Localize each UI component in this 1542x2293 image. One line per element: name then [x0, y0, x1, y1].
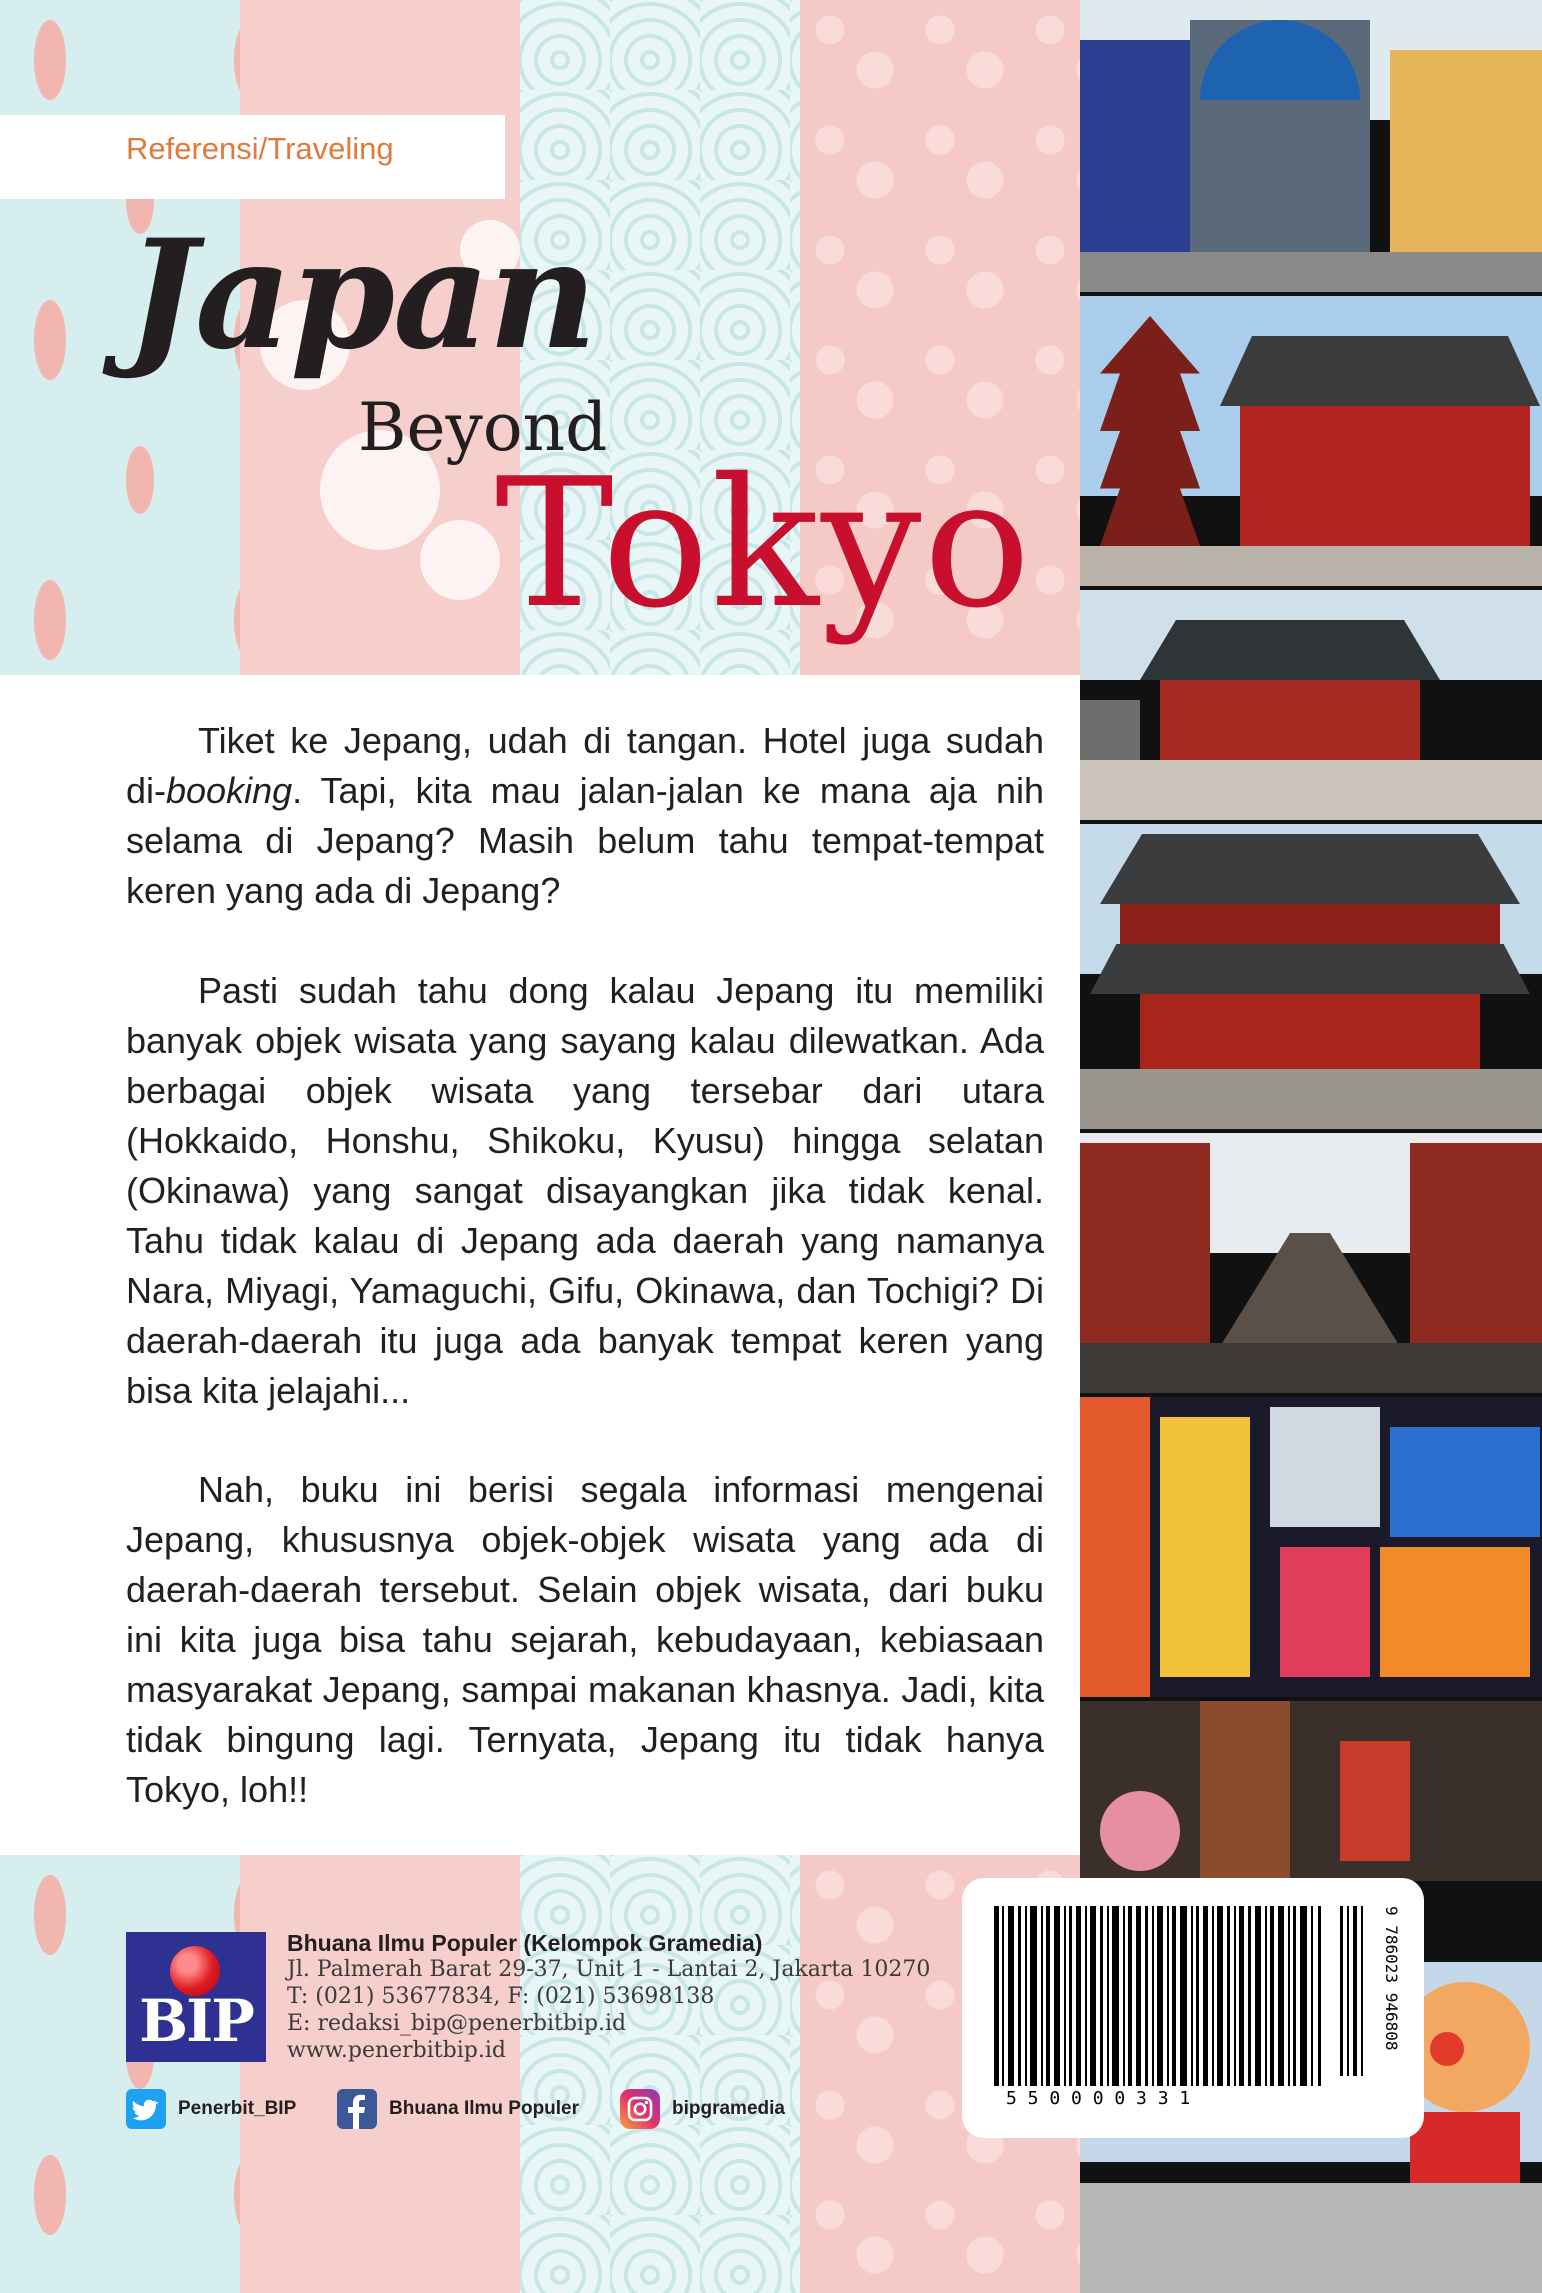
barcode-price-code: 5 5 0 0 0 0 3 3 1 — [1006, 2088, 1191, 2109]
pattern-background-bottom — [0, 1855, 1080, 2293]
photo-shopping-arcade — [1080, 0, 1542, 292]
photo-temple-courtyard — [1080, 590, 1542, 820]
photo-anime-figures — [1080, 1701, 1542, 1881]
barcode-isbn: 9 786023 946808 — [1382, 1906, 1401, 2051]
photo-akihabara-signs — [1080, 1397, 1542, 1697]
barcode-box — [962, 1878, 1424, 2138]
blurb-paragraph-3: Nah, buku ini berisi segala informasi mengenai Jepang, khususnya objek-objek wisata yang ada di daerah-daerah tersebut. Selain objek wisata, dari buku ini kita juga bisa tahu sejarah, kebudayaan, kebiasaan masyarakat Jepang, sampai makanan khasnya. Jadi, kita tidak bingung lagi. Ternyata, Jepang itu tidak hanya Tokyo, loh!! — [126, 1469, 1044, 1810]
blurb-paragraph-2: Pasti sudah tahu dong kalau Jepang itu memiliki banyak objek wisata yang sayang kalau dilewatkan. Ada berbagai objek wisata yang tersebar dari utara (Hokkaido, Honshu, Shikoku, Kyusu) hingga selatan (Okinawa) yang sangat disayangkan jika tidak kenal. Tahu tidak kalau di Jepang ada daerah yang namanya Nara, Miyagi, Yamaguchi, Gifu, Okinawa, dan Tochigi? Di daerah-daerah itu juga ada banyak tempat keren yang bisa kita jelajahi... — [126, 970, 1044, 1411]
instagram-handle: bipgramedia — [672, 2098, 785, 2119]
publisher-email: E: redaksi_bip@penerbitbip.id — [287, 2011, 627, 2036]
facebook-handle: Bhuana Ilmu Populer — [389, 2098, 580, 2119]
photo-temple-pagoda — [1080, 296, 1542, 586]
title-beyond: Beyond — [358, 389, 608, 466]
publisher-address: Jl. Palmerah Barat 29-37, Unit 1 - Lantai 2, Jakarta 10270 — [287, 1957, 931, 1982]
title-japan: Japan — [126, 207, 596, 383]
publisher-logo — [126, 1932, 266, 2062]
publisher-name: Bhuana Ilmu Populer (Kelompok Gramedia) — [287, 1930, 763, 1956]
logo-text: BIP — [139, 1987, 253, 2055]
twitter-icon — [126, 2089, 166, 2129]
barcode — [988, 1906, 1401, 2109]
publisher-phone: T: (021) 53677834, F: (021) 53698138 — [287, 1984, 715, 2009]
photo-kaminarimon-gate — [1080, 824, 1542, 1129]
twitter-handle: Penerbit_BIP — [178, 2098, 297, 2119]
photo-nakamise-street — [1080, 1133, 1542, 1393]
instagram-icon — [620, 2089, 660, 2129]
blurb-paragraph-1: Tiket ke Jepang, udah di tangan. Hotel juga sudah di-booking. Tapi, kita mau jalan-jalan ke mana aja nih selama di Jepang? Masih belum tahu tempat-tempat keren yang ada di Jepang? — [126, 720, 1044, 911]
publisher-website: www.penerbitbip.id — [287, 2038, 506, 2063]
category-label: Referensi/Traveling — [126, 131, 394, 166]
title-tokyo: Tokyo — [495, 440, 1033, 647]
facebook-icon — [337, 2089, 377, 2129]
